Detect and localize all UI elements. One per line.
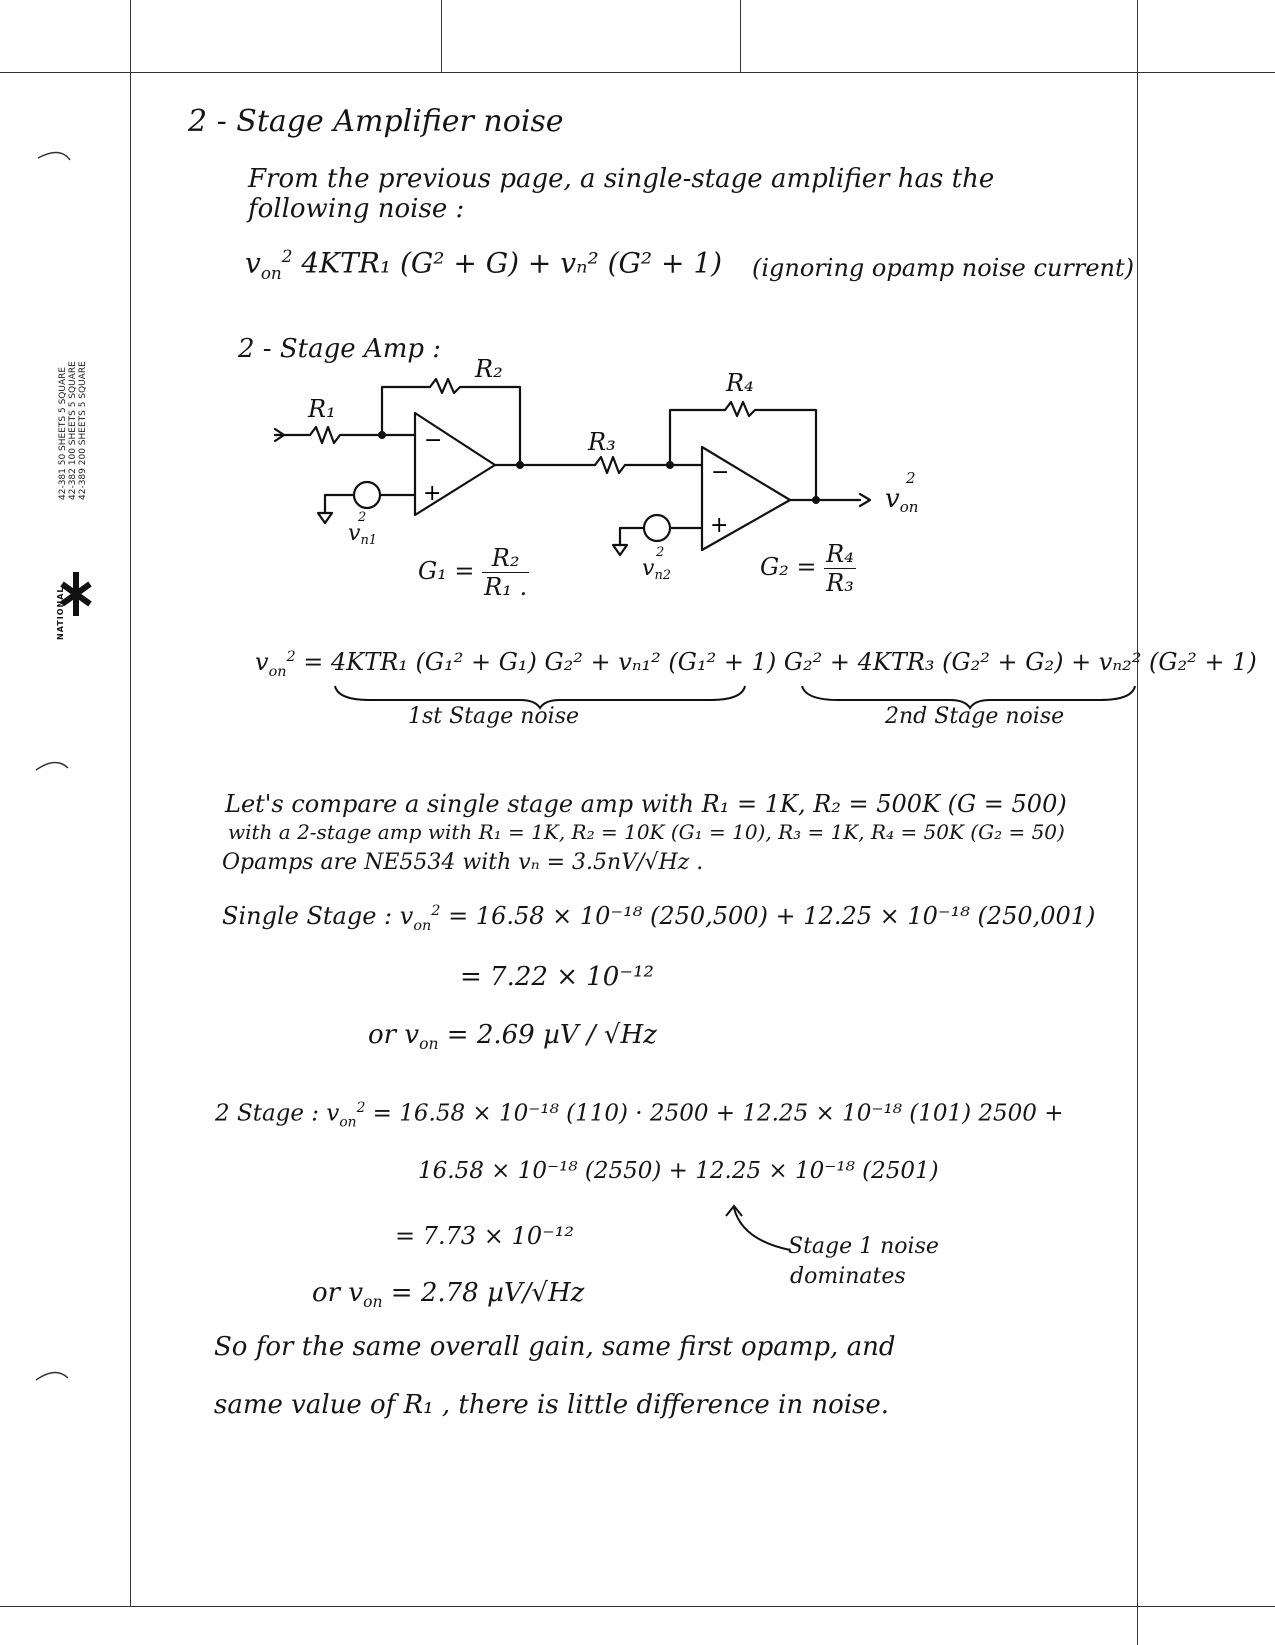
g2-den: R₃ — [826, 569, 854, 597]
top-box-divider-1 — [441, 0, 442, 72]
vn2-ground-wire — [620, 528, 644, 545]
two-stage-or: or $v_{on} = 2.78$ µV/√Hz — [312, 1278, 585, 1312]
brand-name: NATIONAL — [56, 586, 65, 640]
conclusion-line-1: So for the same overall gain, same first opamp, and — [214, 1332, 896, 1362]
eq2: $v_{on}^2 = 4KTR_1$ (G₁² + G₁) G₂² + vₙ₁² (G₁² + 1) G₂² + 4KTR₃ (G₂² + G₂) + vₙ₂² (G₂² + 1) — [255, 648, 1257, 680]
intro-line-1: From the previous page, a single-stage amplifier has the — [248, 164, 995, 194]
vn1-ground-icon — [318, 513, 332, 523]
eq1: $v_{on}^2$ 4KTR₁ (G² + G) + vₙ² (G² + 1) — [245, 246, 723, 283]
annotation-line-2: dominates — [790, 1264, 906, 1289]
two-stage-or-eq: = 2.78 µV/√Hz — [390, 1278, 585, 1308]
two-stage-expr-1: = 16.58 × 10⁻¹⁸ (110) · 2500 + 12.25 × 10⁻¹⁸ (101) 2500 + — [372, 1100, 1064, 1127]
label-r1: R₁ — [308, 395, 336, 423]
single-stage-or: or $v_{on} = 2.69$ µV / √Hz — [368, 1020, 657, 1054]
label-vn2-sub: n2 — [654, 568, 672, 583]
hole-mark-bottom — [30, 1360, 80, 1390]
resistor-r2 — [430, 379, 520, 467]
g1-num: R₂ — [482, 544, 529, 573]
g1-lhs: G₁ = — [418, 557, 475, 585]
output-arrow — [860, 494, 870, 506]
top-box-divider-2 — [740, 0, 741, 72]
single-stage-or-prefix: or — [368, 1020, 397, 1050]
stock-line-3: 42-389 200 SHEETS 5 SQUARE — [78, 361, 88, 500]
right-margin-rule — [1137, 0, 1138, 1645]
svg-text:2: 2 — [906, 469, 916, 487]
g2-formula — [760, 540, 856, 597]
intro-line-2: following noise : — [248, 194, 465, 224]
svg-text:vn1 — [348, 521, 377, 548]
diagram-heading: 2 - Stage Amp : — [238, 334, 442, 364]
resistor-r3 — [595, 457, 670, 473]
opamp-2-plus: + — [710, 513, 729, 538]
g2-lhs: G₂ = — [760, 553, 817, 581]
label-von-sub: on — [899, 498, 919, 516]
feedback-wire-1 — [382, 387, 430, 435]
single-stage-result: = 7.22 × 10⁻¹² — [460, 962, 654, 992]
g1-formula — [418, 544, 529, 601]
resistor-r1 — [310, 427, 382, 443]
label-vn1-sub: n1 — [360, 533, 378, 548]
vn2-ground-icon — [613, 545, 627, 555]
eq2-rhs: 4KTR₁ (G₁² + G₁) G₂² + vₙ₁² (G₁² + 1) G₂² + 4KTR₃ (G₂² + G₂) + vₙ₂² (G₂² + 1) — [331, 648, 1257, 676]
opamp-1-plus: + — [423, 481, 442, 506]
compare-line-1: Let's compare a single stage amp with R₁ = 1K, R₂ = 500K (G = 500) — [225, 790, 1067, 818]
annotation-line-1: Stage 1 noise — [788, 1234, 939, 1259]
svg-text:2: 2 — [656, 545, 665, 560]
opamp-1-minus: − — [424, 428, 443, 453]
label-r3: R₃ — [588, 428, 616, 456]
eq1-lhs: v — [245, 246, 261, 280]
label-vn2: v — [642, 556, 655, 581]
resistor-r4 — [725, 402, 816, 500]
g2-num: R₄ — [826, 540, 854, 568]
label-r4: R₄ — [726, 369, 754, 397]
opamp-2-minus: − — [711, 460, 730, 485]
single-stage-or-eq: = 2.69 µV / √Hz — [446, 1020, 657, 1050]
two-stage-eq-1: 2 Stage : $v_{on}^2 = 16.58 \times 10^{-18}$ (110) · 2500 + 12.25 × 10⁻¹⁸ (101) 2500 + — [215, 1100, 1064, 1131]
page-title: 2 - Stage Amplifier noise — [188, 104, 564, 139]
circuit-diagram — [270, 355, 990, 615]
single-stage-eq: Single Stage : $v_{on}^2 = 16.58 \times 10^{-18}$ (250,500) + 12.25 × 10⁻¹⁸ (250,001) — [222, 902, 1096, 934]
compare-line-3: Opamps are NE5534 with vₙ = 3.5nV/√Hz . — [222, 850, 704, 875]
hole-mark-middle — [30, 750, 80, 780]
eq1-rhs: 4KTR₁ (G² + G) + vₙ² (G² + 1) — [301, 246, 723, 280]
label-r2: R₂ — [475, 355, 503, 383]
svg-text:2: 2 — [358, 510, 367, 525]
single-stage-label: Single Stage : — [222, 902, 393, 930]
two-stage-label: 2 Stage : — [215, 1100, 320, 1127]
label-von: v — [885, 484, 900, 514]
vn1-ground-wire — [325, 495, 354, 513]
eq1-note: (ignoring opamp noise current) — [752, 254, 1135, 282]
vn2-source — [644, 515, 670, 541]
two-stage-or-prefix: or — [312, 1278, 341, 1308]
g1-den: R₁ . — [484, 573, 528, 601]
bottom-rule — [0, 1606, 1275, 1607]
brace-label-1: 1st Stage noise — [408, 704, 580, 729]
compare-line-2: with a 2-stage amp with R₁ = 1K, R₂ = 10K (G₁ = 10), R₃ = 1K, R₄ = 50K (G₂ = 50) — [228, 820, 1065, 844]
conclusion-line-2: same value of R₁ , there is little difference in noise. — [214, 1390, 890, 1420]
vn1-source — [354, 482, 380, 508]
brace-label-2: 2nd Stage noise — [885, 704, 1065, 729]
two-stage-result: = 7.73 × 10⁻¹² — [395, 1222, 574, 1250]
svg-text:vn2 — [642, 556, 671, 583]
label-vn1: v — [348, 521, 361, 546]
stock-line-2: 42-382 100 SHEETS 5 SQUARE — [68, 361, 78, 500]
svg-text:von — [885, 484, 918, 516]
top-rule — [0, 72, 1275, 73]
two-stage-eq-2: 16.58 × 10⁻¹⁸ (2550) + 12.25 × 10⁻¹⁸ (2501) — [418, 1158, 939, 1184]
input-arrow — [275, 429, 310, 441]
left-margin-rule — [130, 0, 131, 1606]
stock-line-1: 42-381 50 SHEETS 5 SQUARE — [58, 366, 68, 500]
single-stage-expr: = 16.58 × 10⁻¹⁸ (250,500) + 12.25 × 10⁻¹⁸ (250,001) — [448, 902, 1096, 930]
